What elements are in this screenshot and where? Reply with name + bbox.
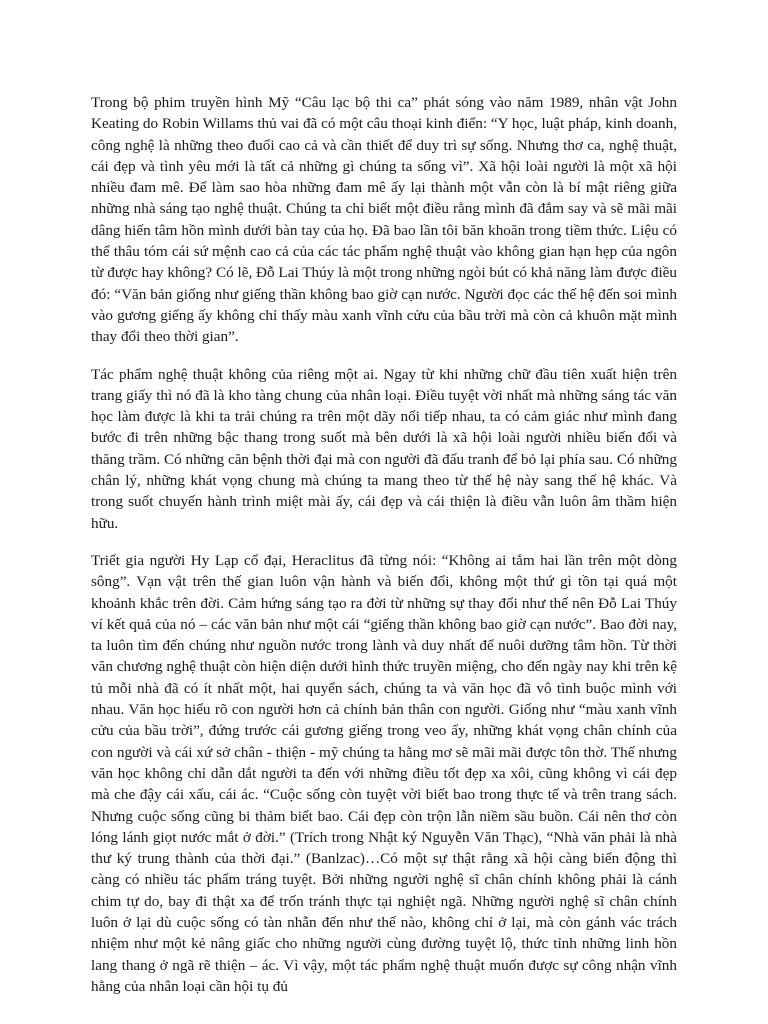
essay-body: [91, 92, 677, 997]
paragraph-2: Tác phẩm nghệ thuật không của riêng một ai. Ngay từ khi những chữ đầu tiên xuất hiện trên trang giấy thì nó đã là kho tàng chung của nhân loại. Điều tuyệt vời nhất mà những sáng tác văn học làm được là khi ta trải chúng ra trên một dãy nối tiếp nhau, ta có cảm giác như mình đang bước đi trên những bậc thang trong suốt mà bên dưới là xã hội loài người nhiều biến đổi và thăng trầm. Có những căn bệnh thời đại mà con người đã đấu tranh để bỏ lại phía sau. Có những chân lý, những khát vọng chung mà chúng ta mang theo từ thế hệ này sang thế hệ khác. Và trong suốt chuyến hành trình miệt mài ấy, cái đẹp và cái thiện là điều vẫn luôn âm thầm hiện hữu.: [91, 365, 677, 532]
paragraph-1: Trong bộ phim truyền hình Mỹ “Câu lạc bộ thi ca” phát sóng vào năm 1989, nhân vật John Keating do Robin Willams thủ vai đã có một câu thoại kinh điển: “Y học, luật pháp, kinh doanh, công nghệ là những theo đuổi cao cả và cần thiết để duy trì sự sống. Nhưng thơ ca, nghệ thuật, cái đẹp và tình yêu mới là tất cả những gì chúng ta sống vì”. Xã hội loài người là một xã hội nhiều đam mê. Để làm sao hòa những đam mê ấy lại thành một vẫn còn là bí mật riêng giữa những nhà sáng tạo nghệ thuật. Chúng ta chỉ biết một điều rằng mình đã đắm say và sẽ mãi mãi dâng hiến tâm hồn mình dưới bàn tay của họ. Đã bao lần tôi băn khoăn trong tiềm thức. Liệu có thể thâu tóm cái sứ mệnh cao cả của các tác phẩm nghệ thuật vào không gian hạn hẹp của ngôn từ được hay không? Có lẽ, Đỗ Lai Thúy là một trong những ngòi bút có khả năng làm được điều đó: “Văn bản giống như giếng thần không bao giờ cạn nước. Người đọc các thế hệ đến soi mình vào gương giếng ấy không chỉ thấy màu xanh vĩnh cửu của bầu trời mà còn cả khuôn mặt mình thay đổi theo thời gian”.: [91, 94, 677, 346]
paragraph-3: Triết gia người Hy Lạp cổ đại, Heraclitus đã từng nói: “Không ai tắm hai lần trên một dòng sông”. Vạn vật trên thế gian luôn vận hành và biến đổi, không một thứ gì tồn tại quá một khoảnh khắc trên đời. Cảm hứng sáng tạo ra đời từ những sự thay đổi như thế nên Đỗ Lai Thúy ví kết quả của nó – các văn bản như một cái “giếng thần không bao giờ cạn nước”. Bao đời nay, ta luôn tìm đến chúng như nguồn nước trong lành và duy nhất để nuôi dưỡng tâm hồn. Từ thời văn chương nghệ thuật còn hiện diện dưới hình thức truyền miệng, cho đến ngày nay khi trên kệ tủ mỗi nhà đã có ít nhất một, hai quyển sách, chúng ta và văn học đã vô tình buộc mình với nhau. Văn học hiểu rõ con người hơn cả chính bản thân con người. Giống như “màu xanh vĩnh cửu của bầu trời”, đứng trước cái gương giếng trong veo ấy, những khát vọng chân chính của con người và cái xứ sở chân - thiện - mỹ chúng ta hằng mơ sẽ mãi mãi được tôn thờ. Thế nhưng văn học không chỉ dẫn dắt người ta đến với những điều tốt đẹp xa xôi, cũng không vì cái đẹp mà che đậy cái xấu, cái ác. “Cuộc sống còn tuyệt vời biết bao trong thực tế và trên trang sách. Nhưng cuộc sống cũng bi thảm biết bao. Cái đẹp còn trộn lẫn niềm sầu buồn. Cái nên thơ còn lóng lánh giọt nước mắt ở đời.” (Trích trong Nhật ký Nguyễn Văn Thạc), “Nhà văn phải là nhà thư ký trung thành của thời đại.” (Banlzac)…Có một sự thật rằng xã hội càng biến động thì càng có nhiều tác phẩm tráng tuyệt. Bởi những người nghệ sĩ chân chính không phải là cánh chim tự do, bay đi thật xa để trốn tránh thực tại nghiệt ngã. Những người nghệ sĩ chân chính luôn ở lại dù cuộc sống có tàn nhẫn đến như thế nào, không chỉ ở lại, mà còn gánh vác trách nhiệm như một kẻ nâng giấc cho những người cùng đường tuyệt lộ, thức tỉnh những linh hồn lang thang ở ngã rẽ thiện – ác. Vì vậy, một tác phẩm nghệ thuật muốn được sự công nhận vĩnh hằng của nhân loại cần hội tụ đủ: [91, 551, 677, 995]
